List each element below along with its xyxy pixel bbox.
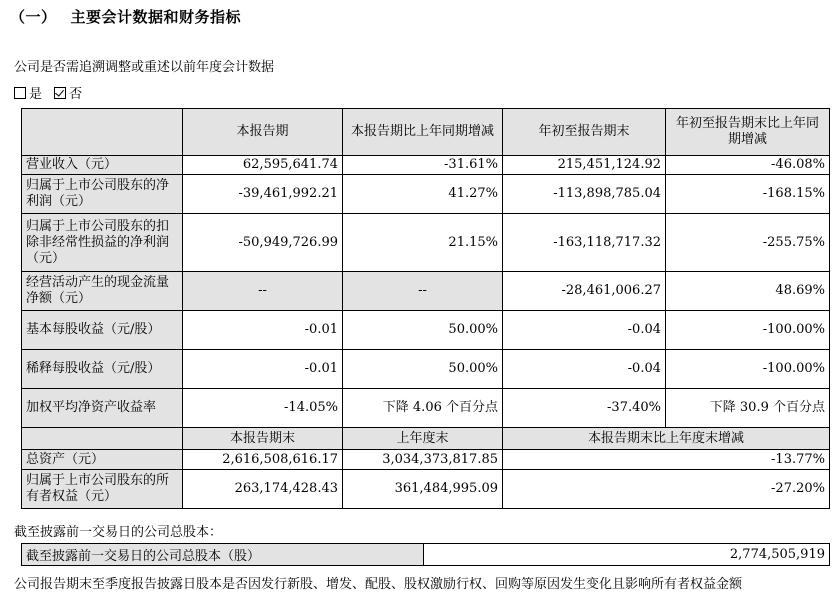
restatement-question: 公司是否需追溯调整或重述以前年度会计数据: [14, 60, 275, 75]
table-row: [22, 450, 830, 470]
row-label: 总资产（元）: [22, 450, 183, 470]
table-cell: 41.27%: [343, 175, 503, 214]
row-label: 归属于上市公司股东的净利润（元）: [22, 175, 183, 214]
table-cell: -50,949,726.99: [183, 214, 343, 272]
header-period-end: 本报告期末: [183, 428, 343, 450]
table-cell: --: [183, 272, 343, 311]
table-cell: -255.75%: [666, 214, 830, 272]
table-cell: -163,118,717.32: [503, 214, 666, 272]
section-number: （一）: [10, 8, 57, 26]
yes-label: 是: [29, 87, 43, 102]
table-cell: -39,461,992.21: [183, 175, 343, 214]
table-row: [22, 544, 830, 566]
header-current-period-yoy: 本报告期比上年同期增减: [343, 109, 503, 156]
table-cell: -13.77%: [503, 450, 830, 470]
restatement-options: [14, 83, 82, 102]
share-change-question: 公司报告期末至季度报告披露日股本是否因发行新股、增发、配股、股权激励行权、回购等原因发生变化且影响所有者权益金额: [14, 577, 743, 592]
header-ytd-yoy: 年初至报告期末比上年同期增减: [666, 109, 830, 156]
table-cell: 361,484,995.09: [343, 470, 503, 509]
table-row: [22, 214, 830, 272]
table-row: [22, 156, 830, 175]
table-cell: -14.05%: [183, 389, 343, 428]
table-cell: 21.15%: [343, 214, 503, 272]
section-title: [10, 6, 241, 27]
table-cell: 2,616,508,616.17: [183, 450, 343, 470]
table-row: [22, 311, 830, 350]
table-cell: -0.04: [503, 311, 666, 350]
header-cell-blank: [22, 428, 183, 450]
table-cell: -28,461,006.27: [503, 272, 666, 311]
table-cell: -168.15%: [666, 175, 830, 214]
table-cell: 50.00%: [343, 311, 503, 350]
table-cell: -37.40%: [503, 389, 666, 428]
yes-checkbox[interactable]: [14, 87, 26, 99]
table-cell: 3,034,373,817.85: [343, 450, 503, 470]
table-cell: 下降 4.06 个百分点: [343, 389, 503, 428]
table-cell: 263,174,428.43: [183, 470, 343, 509]
table-subheader-row: [22, 428, 830, 450]
table-cell: -100.00%: [666, 311, 830, 350]
row-label: 营业收入（元）: [22, 156, 183, 175]
row-label: 经营活动产生的现金流量净额（元）: [22, 272, 183, 311]
header-cell-blank: [22, 109, 183, 156]
table-cell: 48.69%: [666, 272, 830, 311]
table-cell: -27.20%: [503, 470, 830, 509]
table-row: [22, 389, 830, 428]
header-current-period: 本报告期: [183, 109, 343, 156]
table-cell: 下降 30.9 个百分点: [666, 389, 830, 428]
share-capital-table: [21, 543, 830, 566]
row-label: 归属于上市公司股东的所有者权益（元）: [22, 470, 183, 509]
header-change-vs-prior-year-end: 本报告期末比上年度末增减: [503, 428, 830, 450]
header-prior-year-end: 上年度末: [343, 428, 503, 450]
share-capital-caption: 截至披露前一交易日的公司总股本：: [14, 525, 223, 540]
row-label: 截至披露前一交易日的公司总股本（股）: [22, 544, 424, 566]
row-label: 基本每股收益（元/股）: [22, 311, 183, 350]
table-cell: 2,774,505,919: [424, 544, 830, 566]
header-ytd: 年初至报告期末: [503, 109, 666, 156]
key-financial-data-table: [21, 108, 830, 509]
row-label: 加权平均净资产收益率: [22, 389, 183, 428]
table-cell: 62,595,641.74: [183, 156, 343, 175]
no-checkbox[interactable]: [54, 87, 66, 99]
table-cell: -31.61%: [343, 156, 503, 175]
table-cell: -0.04: [503, 350, 666, 389]
row-label: 稀释每股收益（元/股）: [22, 350, 183, 389]
table-cell: 215,451,124.92: [503, 156, 666, 175]
table-row: [22, 175, 830, 214]
table-row: [22, 470, 830, 509]
table-cell: 50.00%: [343, 350, 503, 389]
table-cell: --: [343, 272, 503, 311]
table-row: [22, 350, 830, 389]
section-heading: 主要会计数据和财务指标: [70, 8, 242, 26]
row-label: 归属于上市公司股东的扣除非经常性损益的净利润（元）: [22, 214, 183, 272]
table-cell: -113,898,785.04: [503, 175, 666, 214]
table-cell: -46.08%: [666, 156, 830, 175]
table-cell: -0.01: [183, 350, 343, 389]
table-row: [22, 272, 830, 311]
table-cell: -0.01: [183, 311, 343, 350]
table-cell: -100.00%: [666, 350, 830, 389]
table-header-row: [22, 109, 830, 156]
no-label: 否: [69, 87, 83, 102]
